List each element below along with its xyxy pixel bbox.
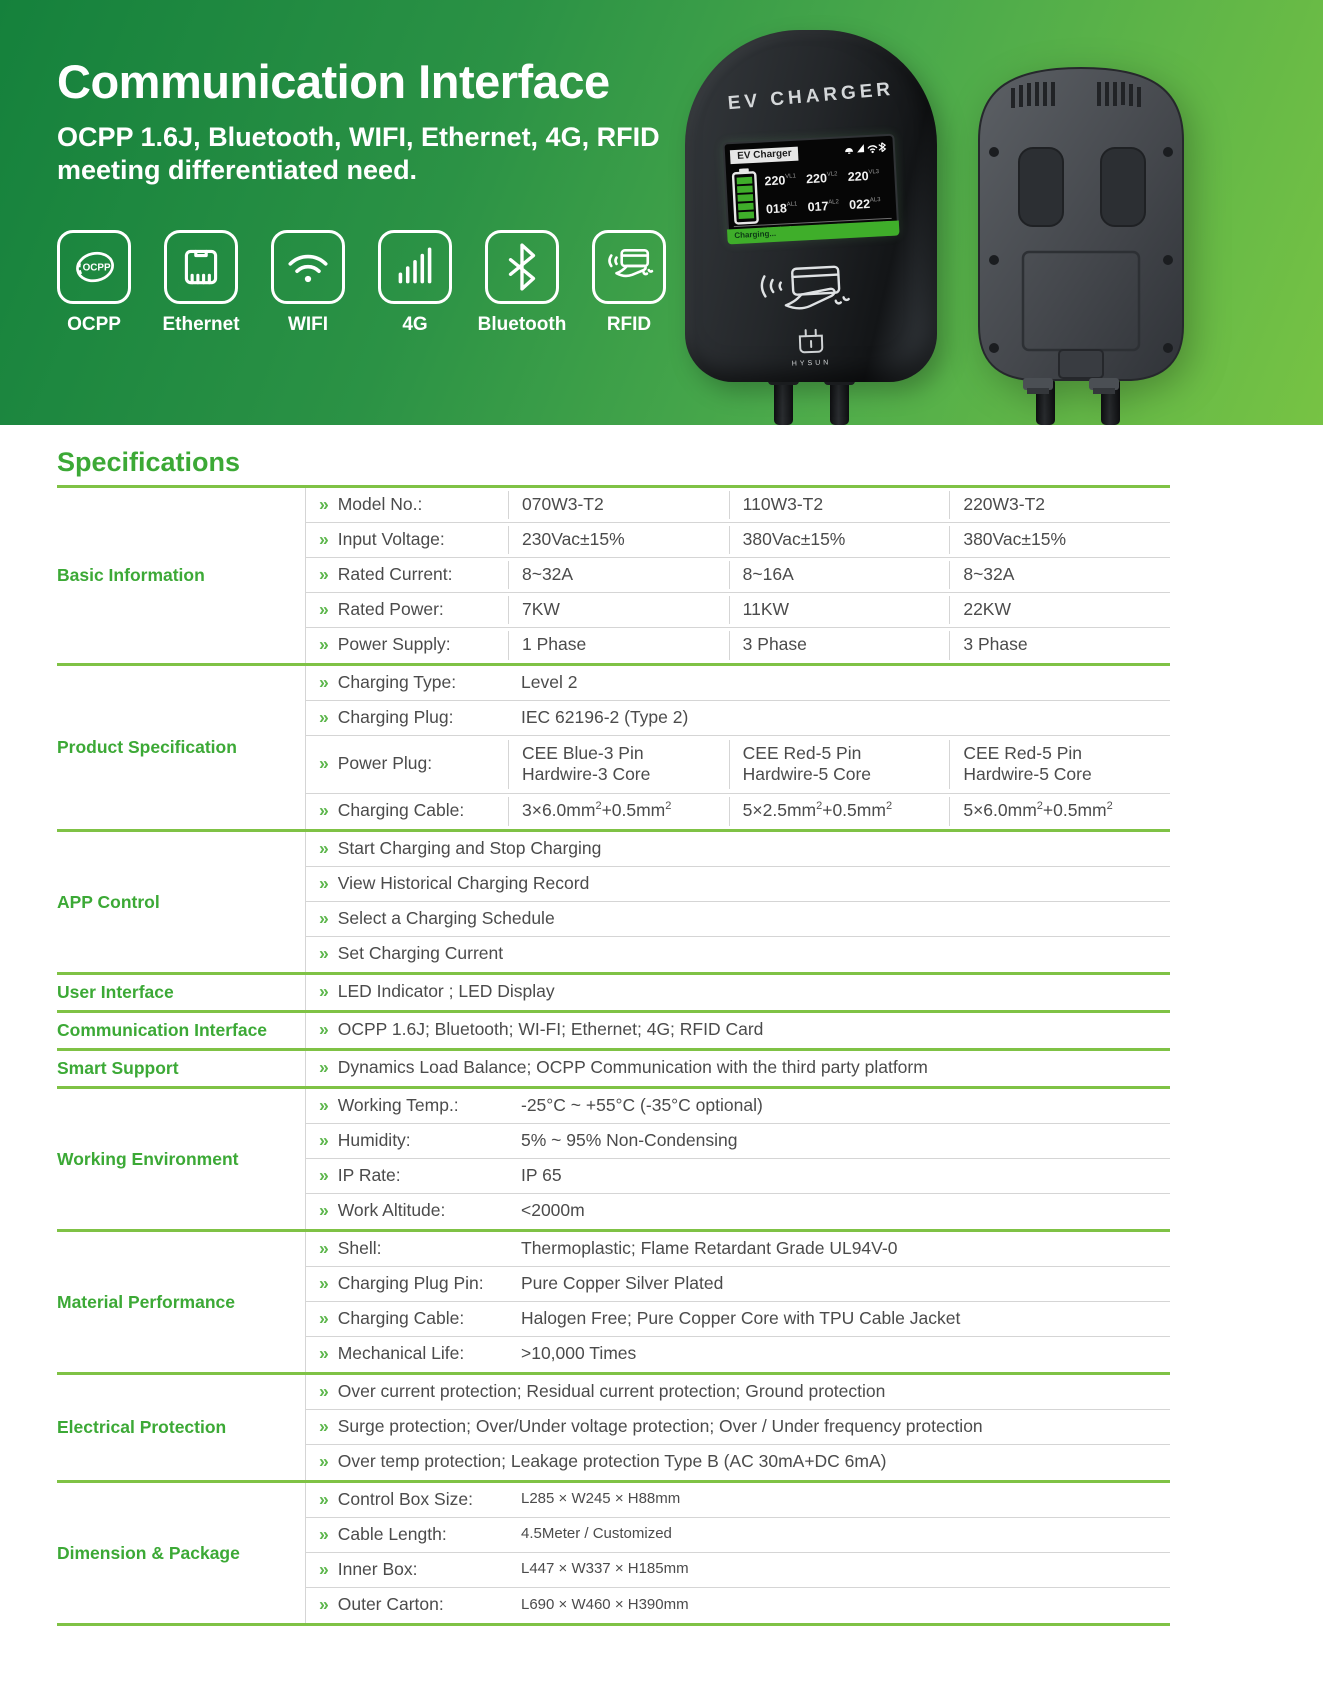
spec-label: » Shell: <box>319 1237 382 1258</box>
brand-logo <box>791 327 832 367</box>
spec-rows <box>305 1089 1170 1229</box>
spec-row <box>306 593 1170 628</box>
chevron-icon: » <box>319 1094 329 1115</box>
spec-row <box>306 832 1170 867</box>
spec-rows <box>305 1232 1170 1372</box>
device-front-view <box>685 30 937 382</box>
spec-label: » Power Supply: <box>319 634 451 655</box>
feature-ocpp <box>57 230 131 336</box>
spec-label: » Input Voltage: <box>319 528 445 549</box>
hero-subtitle <box>57 121 660 187</box>
chevron-icon: » <box>319 528 329 549</box>
spec-value: Thermoplastic; Flame Retardant Grade UL94V-0 <box>521 1237 898 1258</box>
spec-row <box>306 1124 1170 1159</box>
lcd-phase-readings <box>757 161 892 224</box>
chevron-icon: » <box>319 1237 329 1258</box>
spec-text: » OCPP 1.6J; Bluetooth; WI-FI; Ethernet; 4G; RFID Card <box>319 1019 764 1040</box>
spec-row <box>306 1410 1170 1445</box>
spec-value: 8~32A <box>949 561 1170 589</box>
brand-logo-text: HYSUN <box>791 359 832 368</box>
spec-category-cell <box>57 1089 305 1229</box>
hero-text <box>57 54 660 187</box>
ethernet-icon <box>164 230 238 304</box>
spec-row <box>306 488 1170 523</box>
4g-icon <box>378 230 452 304</box>
feature-ethernet <box>164 230 238 336</box>
spec-category: Communication Interface <box>57 1020 268 1040</box>
hero-subtitle-line1: OCPP 1.6J, Bluetooth, WIFI, Ethernet, 4G, RFID <box>57 122 660 152</box>
spec-label: » IP Rate: <box>319 1164 401 1185</box>
spec-row <box>306 1553 1170 1588</box>
spec-value: $3\times 6.0mm^2+0.5mm^2$ <box>508 797 729 825</box>
spec-value: 3 Phase <box>729 631 950 659</box>
lcd-voltage: $220^{VL2}$ <box>805 171 838 187</box>
spec-row <box>306 628 1170 663</box>
spec-label: » Cable Length: <box>319 1523 447 1544</box>
spec-value: IEC 62196-2 (Type 2) <box>521 706 689 727</box>
lcd-status-icons <box>842 139 889 159</box>
spec-row <box>306 1194 1170 1229</box>
spec-row <box>306 1013 1170 1048</box>
spec-section <box>57 972 1170 1010</box>
chevron-icon: » <box>319 1594 329 1615</box>
feature-label: Ethernet <box>162 314 240 335</box>
chevron-icon: » <box>319 598 329 619</box>
spec-label: » Humidity: <box>319 1129 411 1150</box>
spec-value: 4.5Meter / Customized <box>521 1525 672 1543</box>
chevron-icon: » <box>319 943 329 964</box>
spec-category-cell <box>57 832 305 972</box>
spec-section <box>57 663 1170 829</box>
spec-category: Smart Support <box>57 1058 179 1078</box>
chevron-icon: » <box>319 837 329 858</box>
spec-category: Working Environment <box>57 1148 239 1169</box>
ocpp-icon <box>57 230 131 304</box>
spec-value: 380Vac±15% <box>949 526 1170 554</box>
hero-subtitle-line2: meeting differentiated need. <box>57 155 418 185</box>
spec-rows <box>305 666 1170 829</box>
spec-value: CEE Blue-3 Pin Hardwire-3 Core <box>508 740 729 790</box>
spec-label: » Charging Plug: <box>319 706 454 727</box>
spec-value: 8~32A <box>508 561 729 589</box>
lcd-voltage: $220^{VL1}$ <box>764 173 797 189</box>
product-images <box>673 22 1323 425</box>
spec-value: L447 × W337 × H185mm <box>521 1560 689 1578</box>
spec-category-cell <box>57 488 305 663</box>
spec-row <box>306 1159 1170 1194</box>
spec-value: CEE Red-5 Pin Hardwire-5 Core <box>949 740 1170 790</box>
chevron-icon: » <box>319 1272 329 1293</box>
spec-value: -25°C ~ +55°C (-35°C optional) <box>521 1094 763 1115</box>
bell-signal-wifi-bluetooth-icons <box>842 140 889 154</box>
spec-category-cell <box>57 666 305 829</box>
spec-value: $5\times 2.5mm^2+0.5mm^2$ <box>729 797 950 825</box>
spec-value: IP 65 <box>521 1164 562 1185</box>
spec-rows <box>305 1483 1170 1623</box>
spec-category: Electrical Protection <box>57 1417 227 1437</box>
spec-rows <box>305 488 1170 663</box>
spec-label: » Rated Current: <box>319 563 453 584</box>
spec-value: 1 Phase <box>508 631 729 659</box>
svg-text:OCPP: OCPP <box>82 262 111 274</box>
spec-section <box>57 1086 1170 1229</box>
spec-label: » Working Temp.: <box>319 1094 459 1115</box>
spec-row <box>306 666 1170 701</box>
chevron-icon: » <box>319 1558 329 1579</box>
spec-row <box>306 1483 1170 1518</box>
spec-text: » Surge protection; Over/Under voltage protection; Over / Under frequency protection <box>319 1415 983 1436</box>
spec-value: 220W3-T2 <box>949 491 1170 519</box>
spec-rows <box>305 1013 1170 1048</box>
spec-row <box>306 1518 1170 1553</box>
spec-label: » Charging Type: <box>319 671 457 692</box>
spec-category-cell <box>57 1051 305 1086</box>
spec-section <box>57 829 1170 972</box>
specifications-table <box>57 488 1170 1626</box>
device-back-view <box>961 60 1201 394</box>
spec-value: 7KW <box>508 596 729 624</box>
spec-label: » Charging Cable: <box>319 800 465 821</box>
feature-label: OCPP <box>67 314 121 335</box>
spec-value: 22KW <box>949 596 1170 624</box>
feature-4g <box>378 230 452 336</box>
chevron-icon: » <box>319 981 329 1002</box>
spec-label: » Charging Cable: <box>319 1307 465 1328</box>
chevron-icon: » <box>319 1057 329 1078</box>
spec-value: 8~16A <box>729 561 950 589</box>
spec-section <box>57 488 1170 663</box>
spec-category-cell <box>57 1232 305 1372</box>
spec-category-cell <box>57 975 305 1010</box>
spec-label: » Inner Box: <box>319 1558 418 1579</box>
spec-row <box>306 1337 1170 1372</box>
chevron-icon: » <box>319 563 329 584</box>
specifications-area <box>57 447 1170 1626</box>
specifications-heading: Specifications <box>57 447 1170 488</box>
chevron-icon: » <box>319 872 329 893</box>
spec-category: User Interface <box>57 982 174 1002</box>
chevron-icon: » <box>319 1488 329 1509</box>
spec-section <box>57 1048 1170 1086</box>
spec-label: » Outer Carton: <box>319 1594 444 1615</box>
spec-section <box>57 1480 1170 1623</box>
spec-category: Material Performance <box>57 1291 235 1312</box>
chevron-icon: » <box>319 1415 329 1436</box>
battery-icon <box>731 168 760 225</box>
spec-rows <box>305 1051 1170 1086</box>
spec-rows <box>305 1375 1170 1480</box>
spec-row <box>306 1375 1170 1410</box>
chevron-icon: » <box>319 753 329 774</box>
lcd-voltage: $220^{VL3}$ <box>847 168 880 185</box>
spec-value: <2000m <box>521 1200 585 1221</box>
spec-value: 070W3-T2 <box>508 491 729 519</box>
spec-text: » Over temp protection; Leakage protection Type B (AC 30mA+DC 6mA) <box>319 1451 887 1472</box>
spec-text: » Select a Charging Schedule <box>319 907 555 928</box>
spec-label: » Charging Plug Pin: <box>319 1272 484 1293</box>
feature-icon-row <box>57 230 666 336</box>
feature-label: Bluetooth <box>477 314 567 335</box>
spec-row <box>306 736 1170 794</box>
spec-category-cell <box>57 1483 305 1623</box>
spec-label: » Control Box Size: <box>319 1488 473 1509</box>
spec-row <box>306 867 1170 902</box>
spec-rows <box>305 975 1170 1010</box>
spec-category-cell <box>57 1013 305 1048</box>
feature-label: RFID <box>606 314 652 335</box>
rfid-reader-icon <box>750 255 873 319</box>
spec-value: Level 2 <box>521 671 578 692</box>
spec-text: » LED Indicator ; LED Display <box>319 981 555 1002</box>
lcd-current: $022^{AL3}$ <box>848 196 881 213</box>
feature-label: WIFI <box>287 314 329 335</box>
spec-value: 11KW <box>729 596 950 624</box>
chevron-icon: » <box>319 1129 329 1150</box>
spec-row <box>306 701 1170 736</box>
spec-row <box>306 1267 1170 1302</box>
spec-row <box>306 558 1170 593</box>
bluetooth-icon <box>485 230 559 304</box>
spec-rows <box>305 832 1170 972</box>
chevron-icon: » <box>319 800 329 821</box>
spec-row <box>306 1445 1170 1480</box>
spec-label: » Work Altitude: <box>319 1200 446 1221</box>
wifi-icon <box>271 230 345 304</box>
spec-category: Basic Information <box>57 565 205 585</box>
spec-row <box>306 937 1170 972</box>
device-lcd-screen <box>722 134 899 245</box>
spec-category: Dimension & Package <box>57 1542 240 1563</box>
spec-label: » Model No.: <box>319 493 423 514</box>
chevron-icon: » <box>319 1451 329 1472</box>
spec-section <box>57 1372 1170 1480</box>
spec-row <box>306 975 1170 1010</box>
spec-value: >10,000 Times <box>521 1343 637 1364</box>
brand-logo-icon <box>795 327 826 354</box>
spec-value: 230Vac±15% <box>508 526 729 554</box>
chevron-icon: » <box>319 706 329 727</box>
feature-bluetooth <box>477 230 567 336</box>
page-title: Communication Interface <box>57 55 610 108</box>
spec-label: » Mechanical Life: <box>319 1343 465 1364</box>
spec-text: » Dynamics Load Balance; OCPP Communication with the third party platform <box>319 1057 928 1078</box>
chevron-icon: » <box>319 634 329 655</box>
spec-value: 110W3-T2 <box>729 491 950 519</box>
feature-rfid <box>592 230 666 336</box>
spec-value: 5% ~ 95% Non-Condensing <box>521 1129 738 1150</box>
spec-category: APP Control <box>57 891 160 912</box>
hero-banner <box>0 0 1323 425</box>
spec-row <box>306 1051 1170 1086</box>
spec-label: » Rated Power: <box>319 598 444 619</box>
device-brand-text: EV CHARGER <box>727 78 895 115</box>
spec-label: » Power Plug: <box>319 753 433 774</box>
chevron-icon: » <box>319 671 329 692</box>
rfid-icon <box>592 230 666 304</box>
spec-section <box>57 1229 1170 1372</box>
chevron-icon: » <box>319 1200 329 1221</box>
chevron-icon: » <box>319 1307 329 1328</box>
spec-value: CEE Red-5 Pin Hardwire-5 Core <box>729 740 950 790</box>
spec-category-cell <box>57 1375 305 1480</box>
spec-row <box>306 794 1170 829</box>
spec-text: » View Historical Charging Record <box>319 872 590 893</box>
lcd-title: EV Charger <box>730 146 799 164</box>
spec-row <box>306 1232 1170 1267</box>
spec-category: Product Specification <box>57 737 237 757</box>
spec-row <box>306 902 1170 937</box>
spec-row <box>306 523 1170 558</box>
chevron-icon: » <box>319 1523 329 1544</box>
spec-value: 380Vac±15% <box>729 526 950 554</box>
chevron-icon: » <box>319 907 329 928</box>
spec-value: L285 × W245 × H88mm <box>521 1490 681 1508</box>
lcd-status-bar: Charging... <box>727 220 900 244</box>
chevron-icon: » <box>319 1380 329 1401</box>
spec-text: » Set Charging Current <box>319 943 504 964</box>
feature-wifi <box>271 230 345 336</box>
spec-value: Halogen Free; Pure Copper Core with TPU Cable Jacket <box>521 1307 961 1328</box>
chevron-icon: » <box>319 493 329 514</box>
spec-section <box>57 1010 1170 1048</box>
feature-label: 4G <box>402 314 428 335</box>
spec-row <box>306 1302 1170 1337</box>
chevron-icon: » <box>319 1343 329 1364</box>
chevron-icon: » <box>319 1164 329 1185</box>
spec-text: » Over current protection; Residual current protection; Ground protection <box>319 1380 886 1401</box>
spec-value: $5\times 6.0mm^2+0.5mm^2$ <box>949 797 1170 825</box>
lcd-current: $018^{AL1}$ <box>765 201 798 217</box>
spec-value: L690 × W460 × H390mm <box>521 1595 689 1613</box>
chevron-icon: » <box>319 1019 329 1040</box>
spec-text: » Start Charging and Stop Charging <box>319 837 602 858</box>
spec-row <box>306 1089 1170 1124</box>
lcd-current: $017^{AL2}$ <box>807 199 840 215</box>
spec-value: Pure Copper Silver Plated <box>521 1272 724 1293</box>
spec-value: 3 Phase <box>949 631 1170 659</box>
spec-row <box>306 1588 1170 1623</box>
